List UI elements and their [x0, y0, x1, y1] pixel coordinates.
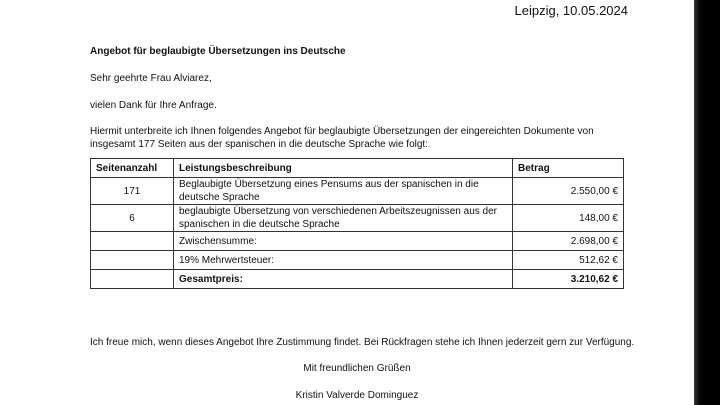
subtotal-row: [91, 232, 624, 251]
total-row: [91, 270, 624, 289]
row-count: 171: [91, 178, 174, 205]
total-label: Gesamtpreis:: [174, 270, 513, 289]
salutation: Sehr geehrte Frau Alviarez,: [90, 73, 212, 84]
row-amount: 2.550,00 €: [513, 178, 624, 205]
intro-line-2: insgesamt 177 Seiten aus der spanischen in die deutsche Sprache wie folgt:: [90, 139, 428, 150]
thanks-line: vielen Dank für Ihre Anfrage.: [90, 100, 217, 111]
header-amount: Betrag: [513, 159, 624, 178]
vat-label: 19% Mehrwertsteuer:: [174, 251, 513, 270]
subtotal-label: Zwischensumme:: [174, 232, 513, 251]
closing-text: Ich freue mich, wenn dieses Angebot Ihre Zustimmung findet. Bei Rückfragen stehe ich Ihnen jederzeit gern zur Verfügung.: [90, 337, 635, 348]
intro-line-1: Hiermit unterbreite ich Ihnen folgendes Angebot für beglaubigte Übersetzungen der eingereichten Dokumente von: [90, 126, 594, 137]
total-value: 3.210,62 €: [513, 270, 624, 289]
signature-name: Kristin Valverde Dominguez: [295, 390, 419, 401]
row-description-line: beglaubigte Übersetzung von verschiedenen Arbeitszeugnissen aus der: [179, 206, 497, 217]
header-count: Seitenanzahl: [91, 159, 174, 178]
subtotal-value: 2.698,00 €: [513, 232, 624, 251]
table-row: [91, 178, 624, 205]
row-description: [174, 178, 513, 205]
table-header-row: [91, 159, 624, 178]
offer-table: [90, 158, 624, 289]
header-description: Leistungsbeschreibung: [174, 159, 513, 178]
row-description-line: spanischen in die deutsche Sprache: [179, 219, 340, 230]
place-date: Leipzig, 10.05.2024: [514, 3, 628, 18]
vat-value: 512,62 €: [513, 251, 624, 270]
row-count: 6: [91, 205, 174, 232]
row-description: [174, 205, 513, 232]
regards: Mit freundlichen Grüßen: [303, 363, 411, 374]
vat-row: [91, 251, 624, 270]
row-description-line: Beglaubigte Übersetzung eines Pensums aus der spanischen in die: [179, 179, 479, 190]
row-description-line: deutsche Sprache: [179, 192, 260, 203]
table-row: [91, 205, 624, 232]
row-amount: 148,00 €: [513, 205, 624, 232]
scan-edge: [694, 0, 720, 405]
letter-subject: Angebot für beglaubigte Übersetzungen ins Deutsche: [90, 46, 346, 57]
